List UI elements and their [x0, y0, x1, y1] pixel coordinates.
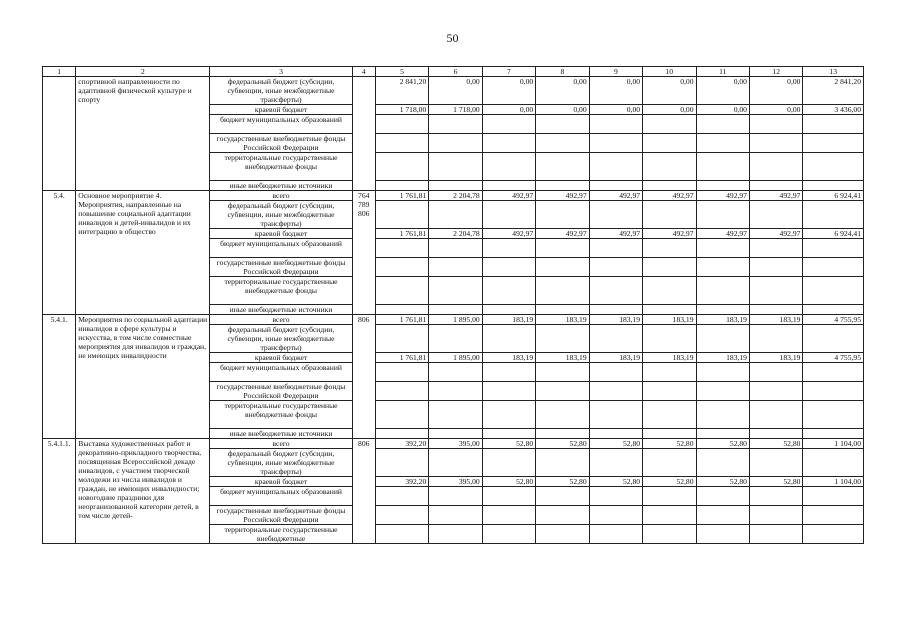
value-cell — [696, 134, 749, 153]
value-cell — [482, 258, 535, 277]
value-cell — [536, 487, 589, 506]
value-cell: 3 436,00 — [803, 105, 864, 115]
value-cell — [536, 506, 589, 525]
table-row — [43, 191, 864, 201]
value-cell — [643, 258, 696, 277]
value-cell — [696, 429, 749, 439]
funding-source: федеральный бюджет (субсидии, субвенции, иные межбюджетные трансферты) — [210, 201, 352, 229]
value-cell: 492,97 — [749, 229, 802, 239]
value-cell: 0,00 — [482, 77, 535, 105]
funding-source: иные внебюджетные источники — [210, 429, 352, 439]
value-cell — [749, 239, 802, 258]
value-cell — [643, 239, 696, 258]
value-cell — [803, 506, 864, 525]
funding-source: краевой бюджет — [210, 353, 352, 363]
value-cell — [643, 115, 696, 134]
value-cell: 4 755,95 — [803, 315, 864, 325]
value-cell: 492,97 — [643, 191, 696, 201]
value-cell: 492,97 — [536, 191, 589, 201]
value-cell — [589, 325, 642, 353]
value-cell — [429, 401, 482, 429]
value-cell: 52,80 — [696, 439, 749, 449]
value-cell: 183,19 — [482, 353, 535, 363]
value-cell — [696, 449, 749, 477]
value-cell — [643, 277, 696, 305]
value-cell — [482, 181, 535, 191]
value-cell — [429, 363, 482, 382]
value-cell — [589, 181, 642, 191]
value-cell — [536, 325, 589, 353]
value-cell — [749, 305, 802, 315]
value-cell — [696, 382, 749, 401]
value-cell: 52,80 — [643, 439, 696, 449]
value-cell — [482, 429, 535, 439]
value-cell — [589, 153, 642, 181]
funding-source: территориальные государственные внебюджетные фонды — [210, 153, 352, 181]
value-cell — [803, 325, 864, 353]
value-cell — [536, 277, 589, 305]
value-cell — [696, 277, 749, 305]
value-cell — [375, 134, 428, 153]
value-cell — [375, 382, 428, 401]
value-cell: 492,97 — [536, 229, 589, 239]
value-cell: 1 718,00 — [375, 105, 428, 115]
value-cell: 183,19 — [749, 353, 802, 363]
value-cell — [429, 277, 482, 305]
value-cell — [643, 401, 696, 429]
value-cell — [803, 382, 864, 401]
value-cell: 183,19 — [589, 353, 642, 363]
budget-table — [42, 66, 864, 544]
budget-code: 806 — [352, 439, 375, 544]
funding-source: территориальные государственные внебюджетные — [210, 525, 352, 544]
value-cell: 395,00 — [429, 439, 482, 449]
value-cell — [696, 363, 749, 382]
value-cell: 492,97 — [589, 229, 642, 239]
value-cell: 0,00 — [696, 105, 749, 115]
value-cell: 183,19 — [696, 353, 749, 363]
value-cell — [749, 201, 802, 229]
value-cell — [536, 382, 589, 401]
value-cell — [749, 449, 802, 477]
column-number-8: 8 — [536, 67, 589, 77]
value-cell — [749, 181, 802, 191]
funding-source: государственные внебюджетные фонды Российской Федерации — [210, 506, 352, 525]
value-cell — [803, 258, 864, 277]
value-cell — [803, 115, 864, 134]
table-row — [43, 315, 864, 325]
value-cell — [803, 525, 864, 544]
value-cell — [536, 305, 589, 315]
value-cell — [749, 506, 802, 525]
value-cell — [375, 401, 428, 429]
value-cell — [589, 525, 642, 544]
value-cell — [643, 325, 696, 353]
value-cell — [803, 134, 864, 153]
funding-source: государственные внебюджетные фонды Российской Федерации — [210, 258, 352, 277]
value-cell — [749, 429, 802, 439]
table-row — [43, 77, 864, 105]
value-cell — [643, 449, 696, 477]
value-cell — [749, 325, 802, 353]
value-cell — [375, 239, 428, 258]
funding-source: территориальные государственные внебюджетные фонды — [210, 401, 352, 429]
value-cell — [803, 277, 864, 305]
value-cell — [643, 153, 696, 181]
value-cell: 1 761,81 — [375, 191, 428, 201]
value-cell — [482, 325, 535, 353]
value-cell — [696, 325, 749, 353]
value-cell — [643, 525, 696, 544]
value-cell — [696, 506, 749, 525]
value-cell: 52,80 — [536, 477, 589, 487]
value-cell — [429, 115, 482, 134]
value-cell — [803, 181, 864, 191]
column-number-2: 2 — [76, 67, 210, 77]
value-cell: 492,97 — [482, 229, 535, 239]
funding-source: территориальные государственные внебюджетные фонды — [210, 277, 352, 305]
value-cell — [803, 153, 864, 181]
value-cell: 6 924,41 — [803, 229, 864, 239]
value-cell: 1 761,81 — [375, 229, 428, 239]
column-number-5: 5 — [375, 67, 428, 77]
value-cell: 0,00 — [696, 77, 749, 105]
page-number: 50 — [446, 31, 459, 45]
funding-source: бюджет муниципальных образований — [210, 487, 352, 506]
column-number-7: 7 — [482, 67, 535, 77]
value-cell — [803, 305, 864, 315]
budget-code — [352, 77, 375, 191]
value-cell — [643, 363, 696, 382]
value-cell — [536, 258, 589, 277]
value-cell: 392,20 — [375, 477, 428, 487]
value-cell — [803, 487, 864, 506]
section-name: Основное мероприятие 4. Мероприятия, направленные на повышение социальной адаптации инвалидов и детей-инвалидов и их интеграцию в общество — [76, 191, 210, 315]
column-number-13: 13 — [803, 67, 864, 77]
value-cell — [536, 134, 589, 153]
value-cell — [482, 134, 535, 153]
value-cell — [375, 487, 428, 506]
value-cell — [696, 115, 749, 134]
value-cell: 52,80 — [589, 477, 642, 487]
value-cell — [375, 525, 428, 544]
value-cell: 183,19 — [643, 353, 696, 363]
section-name: Выставка художественных работ и декоративно-прикладного творчества, посвященная Всероссийской декаде инвалидов, с участием творческой молодежи из числа инвалидов и граждан, не имеющих инвалидности; новогодние праздники для неорганизованной категории детей, в том числе детей- — [76, 439, 210, 544]
section-number: 5.4.1. — [43, 315, 76, 439]
value-cell — [429, 239, 482, 258]
value-cell — [536, 181, 589, 191]
value-cell — [429, 525, 482, 544]
column-number-11: 11 — [696, 67, 749, 77]
budget-code: 806 — [352, 315, 375, 439]
value-cell: 183,19 — [589, 315, 642, 325]
value-cell — [536, 363, 589, 382]
value-cell — [696, 153, 749, 181]
value-cell — [536, 201, 589, 229]
value-cell: 0,00 — [536, 77, 589, 105]
column-number-9: 9 — [589, 67, 642, 77]
value-cell — [803, 429, 864, 439]
value-cell: 0,00 — [643, 77, 696, 105]
funding-source: государственные внебюджетные фонды Российской Федерации — [210, 134, 352, 153]
value-cell — [643, 181, 696, 191]
value-cell — [749, 277, 802, 305]
value-cell — [429, 429, 482, 439]
funding-source: краевой бюджет — [210, 105, 352, 115]
value-cell: 52,80 — [482, 477, 535, 487]
value-cell — [803, 449, 864, 477]
value-cell — [482, 277, 535, 305]
value-cell: 52,80 — [643, 477, 696, 487]
value-cell: 492,97 — [749, 191, 802, 201]
value-cell — [429, 134, 482, 153]
value-cell: 0,00 — [482, 105, 535, 115]
column-number-10: 10 — [643, 67, 696, 77]
value-cell — [589, 401, 642, 429]
value-cell — [749, 487, 802, 506]
value-cell: 492,97 — [643, 229, 696, 239]
value-cell — [375, 115, 428, 134]
value-cell: 52,80 — [749, 439, 802, 449]
value-cell — [643, 134, 696, 153]
value-cell: 492,97 — [589, 191, 642, 201]
value-cell — [749, 382, 802, 401]
value-cell — [429, 201, 482, 229]
value-cell: 492,97 — [696, 191, 749, 201]
value-cell: 2 204,78 — [429, 191, 482, 201]
funding-source: краевой бюджет — [210, 477, 352, 487]
value-cell: 183,19 — [536, 353, 589, 363]
value-cell: 0,00 — [429, 77, 482, 105]
value-cell — [749, 525, 802, 544]
value-cell: 4 755,95 — [803, 353, 864, 363]
value-cell: 2 841,20 — [375, 77, 428, 105]
value-cell: 1 761,81 — [375, 353, 428, 363]
value-cell: 1 104,00 — [803, 439, 864, 449]
value-cell — [482, 525, 535, 544]
value-cell — [429, 382, 482, 401]
value-cell: 2 204,78 — [429, 229, 482, 239]
value-cell: 1 104,00 — [803, 477, 864, 487]
value-cell — [375, 305, 428, 315]
value-cell: 0,00 — [536, 105, 589, 115]
value-cell — [589, 382, 642, 401]
value-cell — [643, 201, 696, 229]
value-cell — [429, 449, 482, 477]
value-cell — [589, 134, 642, 153]
column-number-12: 12 — [749, 67, 802, 77]
funding-source: федеральный бюджет (субсидии, субвенции, иные межбюджетные трансферты) — [210, 325, 352, 353]
value-cell — [482, 153, 535, 181]
value-cell — [536, 449, 589, 477]
value-cell — [696, 201, 749, 229]
value-cell: 52,80 — [482, 439, 535, 449]
section-name: Мероприятия по социальной адаптации инвалидов в сфере культуры и искусства, в том числе совместные мероприятия для инвалидов и граждан, не имеющих инвалидности — [76, 315, 210, 439]
value-cell — [536, 115, 589, 134]
value-cell — [749, 153, 802, 181]
funding-source: бюджет муниципальных образований — [210, 239, 352, 258]
value-cell — [429, 153, 482, 181]
value-cell — [803, 401, 864, 429]
value-cell — [375, 363, 428, 382]
budget-code: 764 789 806 — [352, 191, 375, 315]
funding-source: федеральный бюджет (субсидии, субвенции, иные межбюджетные трансферты) — [210, 449, 352, 477]
value-cell — [429, 181, 482, 191]
value-cell — [482, 201, 535, 229]
value-cell — [749, 115, 802, 134]
value-cell — [375, 449, 428, 477]
value-cell — [429, 305, 482, 315]
value-cell: 52,80 — [536, 439, 589, 449]
value-cell: 6 924,41 — [803, 191, 864, 201]
value-cell — [482, 382, 535, 401]
value-cell: 183,19 — [482, 315, 535, 325]
column-number-3: 3 — [210, 67, 352, 77]
value-cell — [749, 134, 802, 153]
value-cell — [696, 258, 749, 277]
section-number — [43, 77, 76, 191]
value-cell — [536, 525, 589, 544]
funding-source: иные внебюджетные источники — [210, 305, 352, 315]
value-cell: 0,00 — [749, 77, 802, 105]
value-cell — [696, 181, 749, 191]
value-cell: 492,97 — [696, 229, 749, 239]
value-cell — [589, 449, 642, 477]
value-cell — [803, 363, 864, 382]
funding-source: бюджет муниципальных образований — [210, 363, 352, 382]
funding-source: федеральный бюджет (субсидии, субвенции, иные межбюджетные трансферты) — [210, 77, 352, 105]
value-cell — [375, 201, 428, 229]
value-cell: 492,97 — [482, 191, 535, 201]
value-cell — [589, 506, 642, 525]
value-cell: 52,80 — [589, 439, 642, 449]
value-cell — [749, 258, 802, 277]
value-cell — [482, 115, 535, 134]
value-cell — [482, 363, 535, 382]
value-cell: 1 895,00 — [429, 315, 482, 325]
value-cell — [643, 305, 696, 315]
value-cell — [643, 487, 696, 506]
value-cell — [643, 506, 696, 525]
value-cell — [589, 363, 642, 382]
value-cell — [536, 153, 589, 181]
funding-source: государственные внебюджетные фонды Российской Федерации — [210, 382, 352, 401]
value-cell: 183,19 — [749, 315, 802, 325]
value-cell — [429, 258, 482, 277]
funding-source: иные внебюджетные источники — [210, 181, 352, 191]
value-cell: 1 895,00 — [429, 353, 482, 363]
value-cell — [696, 525, 749, 544]
column-number-4: 4 — [352, 67, 375, 77]
value-cell — [536, 429, 589, 439]
value-cell — [482, 449, 535, 477]
value-cell: 395,00 — [429, 477, 482, 487]
value-cell — [589, 115, 642, 134]
value-cell — [803, 201, 864, 229]
value-cell — [429, 506, 482, 525]
value-cell — [589, 201, 642, 229]
value-cell: 0,00 — [643, 105, 696, 115]
value-cell: 392,20 — [375, 439, 428, 449]
value-cell — [375, 277, 428, 305]
value-cell — [696, 401, 749, 429]
value-cell — [589, 277, 642, 305]
value-cell: 0,00 — [749, 105, 802, 115]
section-name: спортивной направленности по адаптивной физической культуре и спорту — [76, 77, 210, 191]
value-cell: 183,19 — [696, 315, 749, 325]
value-cell — [482, 305, 535, 315]
value-cell — [482, 506, 535, 525]
value-cell — [643, 382, 696, 401]
value-cell: 0,00 — [589, 105, 642, 115]
section-number: 5.4. — [43, 191, 76, 315]
value-cell — [375, 258, 428, 277]
table-row — [43, 439, 864, 449]
funding-source: всего — [210, 315, 352, 325]
value-cell — [375, 506, 428, 525]
column-number-row — [43, 67, 864, 77]
value-cell — [536, 239, 589, 258]
value-cell: 183,19 — [643, 315, 696, 325]
column-number-6: 6 — [429, 67, 482, 77]
value-cell — [696, 305, 749, 315]
funding-source: всего — [210, 439, 352, 449]
value-cell: 52,80 — [696, 477, 749, 487]
value-cell — [375, 429, 428, 439]
section-number: 5.4.1.1. — [43, 439, 76, 544]
value-cell — [375, 325, 428, 353]
value-cell — [482, 401, 535, 429]
value-cell: 1 718,00 — [429, 105, 482, 115]
funding-source: краевой бюджет — [210, 229, 352, 239]
value-cell — [749, 401, 802, 429]
value-cell — [375, 181, 428, 191]
value-cell — [589, 258, 642, 277]
value-cell — [536, 401, 589, 429]
value-cell — [643, 429, 696, 439]
value-cell — [429, 487, 482, 506]
funding-source: бюджет муниципальных образований — [210, 115, 352, 134]
value-cell — [589, 429, 642, 439]
value-cell — [696, 487, 749, 506]
value-cell — [375, 153, 428, 181]
value-cell — [589, 239, 642, 258]
value-cell — [696, 239, 749, 258]
column-number-1: 1 — [43, 67, 76, 77]
value-cell — [749, 363, 802, 382]
value-cell — [482, 487, 535, 506]
value-cell — [482, 239, 535, 258]
value-cell — [429, 325, 482, 353]
value-cell — [589, 487, 642, 506]
value-cell: 0,00 — [589, 77, 642, 105]
value-cell: 2 841,20 — [803, 77, 864, 105]
value-cell — [803, 239, 864, 258]
value-cell: 52,80 — [749, 477, 802, 487]
value-cell: 183,19 — [536, 315, 589, 325]
value-cell: 1 761,81 — [375, 315, 428, 325]
value-cell — [589, 305, 642, 315]
funding-source: всего — [210, 191, 352, 201]
